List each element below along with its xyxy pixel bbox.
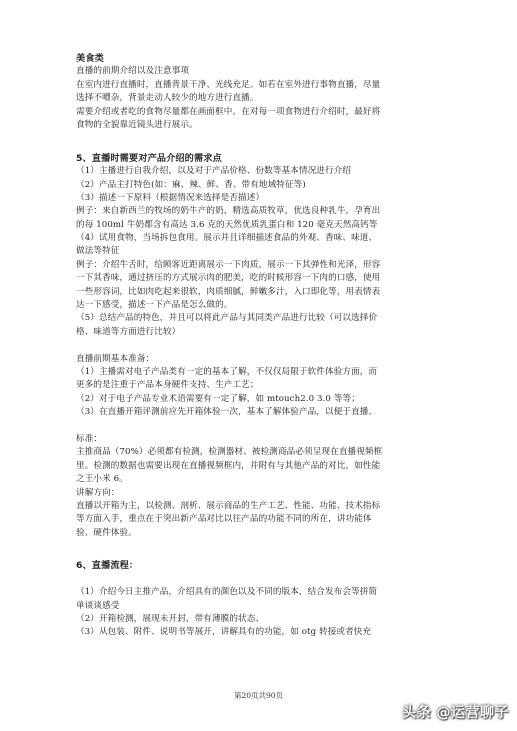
body-line: （1）主播进行自我介绍，以及对于产品价格、份数等基本情况进行介绍 — [76, 166, 352, 177]
body-line: 里。检测的数据也需要出现在直播视频框内，并附有与其他产品的对比，如性能 — [76, 460, 381, 471]
body-line: 达一下感受，描述一下产品是怎么做的。 — [76, 300, 233, 311]
body-line: 做法等特征 — [76, 246, 120, 257]
section-5-heading: 5、直播时需要对产品介绍的需求点 — [76, 152, 222, 164]
body-line: 验、硬件体验。 — [76, 527, 137, 538]
body-line: 更多的是注重于产品本身硬件支持、生产工艺； — [76, 380, 259, 391]
body-line: 的每 100ml 牛奶都含有高达 3.6 克的天然优质乳蛋白和 120 毫克天然高钙等 — [76, 219, 378, 230]
body-line: 一些形容词，比如肉吃起来很软，肉质细腻，鲜嫩多汁，入口即化等，用表情表 — [76, 286, 381, 297]
body-line: 单谈谈感受 — [76, 600, 120, 611]
body-line: （2）开箱检测，展现未开封，带有薄膜的状态、 — [76, 614, 265, 625]
body-line: 格、味道等方面进行比较） — [76, 326, 181, 337]
body-line: （1）主播需对电子产品类有一定的基本了解，不仅仅局限于软件体验方面，而 — [76, 366, 378, 377]
body-line: （5）总结产品的特色，并且可以将此产品与其同类产品进行比较（可以选择价 — [76, 313, 378, 324]
body-line: （2）对于电子产品专业术语需要有一定了解，如 mtouch2.0 3.0 等等； — [76, 393, 360, 404]
section-6-heading: 6、直播流程： — [76, 560, 139, 572]
body-line: 在室内进行直播时，直播背景干净、光线充足。如若在室外进行事物直播，尽量 — [76, 79, 381, 90]
body-line: 直播的前期介绍以及注意事项 — [76, 66, 190, 77]
prep-heading: 直播前期基本准备： — [76, 353, 155, 364]
watermark: 头条 @运营聊子 — [402, 705, 509, 721]
body-line: （4）试用食物，当场拆包食用。展示并且详细描述食品的外观、香味、味道、 — [76, 233, 378, 244]
page-number: 第20页共90页 — [233, 691, 284, 700]
body-line: （3）从包装、附件、说明书等展开，讲解具有的功能，如 otg 转接或者快充 — [76, 627, 372, 638]
body-line: 直播以开箱为主，以检测、剖析、展示商品的生产工艺、性能、功能、技术指标 — [76, 500, 381, 511]
body-line: 选择不嘈杂，背景走动人较少的地方进行直播。 — [76, 93, 259, 104]
standard-heading: 标准： — [76, 433, 103, 444]
body-line: 主推商品（70%）必须都有检测，检测器材、被检测商品必须呈现在直播视频框 — [76, 447, 383, 458]
food-section-heading: 美食类 — [76, 53, 104, 64]
page-content — [76, 52, 448, 640]
explain-heading: 讲解方向： — [76, 487, 120, 498]
body-line: 例子：介绍牛舌时，给顾客近距离展示一下肉质，展示一下其弹性和光泽，形容 — [76, 259, 381, 270]
body-line: （2）产品主打特色(如：麻、辣、鲜、香、带有地域特征等) — [76, 179, 306, 190]
body-line: 一下其香味，通过挤压的方式展示肉的肥美，吃的时候形容一下肉的口感，使用 — [76, 273, 381, 284]
body-line: （3）在直播开箱评测前应先开箱体验一次，基本了解体验产品，以便于直播。 — [76, 407, 378, 418]
body-line: （1）介绍今日主推产品，介绍具有的颜色以及不同的版本，结合发布会等拼简 — [76, 587, 378, 598]
body-line: （3）描述一下原料（根据情况来选择是否描述） — [76, 192, 265, 203]
body-line: 之王小米 6。 — [76, 474, 128, 485]
body-line: 等方面入手，重点在于突出新产品对比以往产品的功能不同的所在，讲功能体 — [76, 514, 372, 525]
body-line: 食物的全貌靠近镜头进行展示。 — [76, 119, 198, 130]
body-line: 需要介绍或者吃的食物尽量都在画面框中。在对每一项食物进行介绍时，最好将 — [76, 106, 381, 117]
body-line: 例子：来自新西兰的牧场的奶牛产的奶，精选高质牧草，优选良种乳牛，孕育出 — [76, 206, 381, 217]
